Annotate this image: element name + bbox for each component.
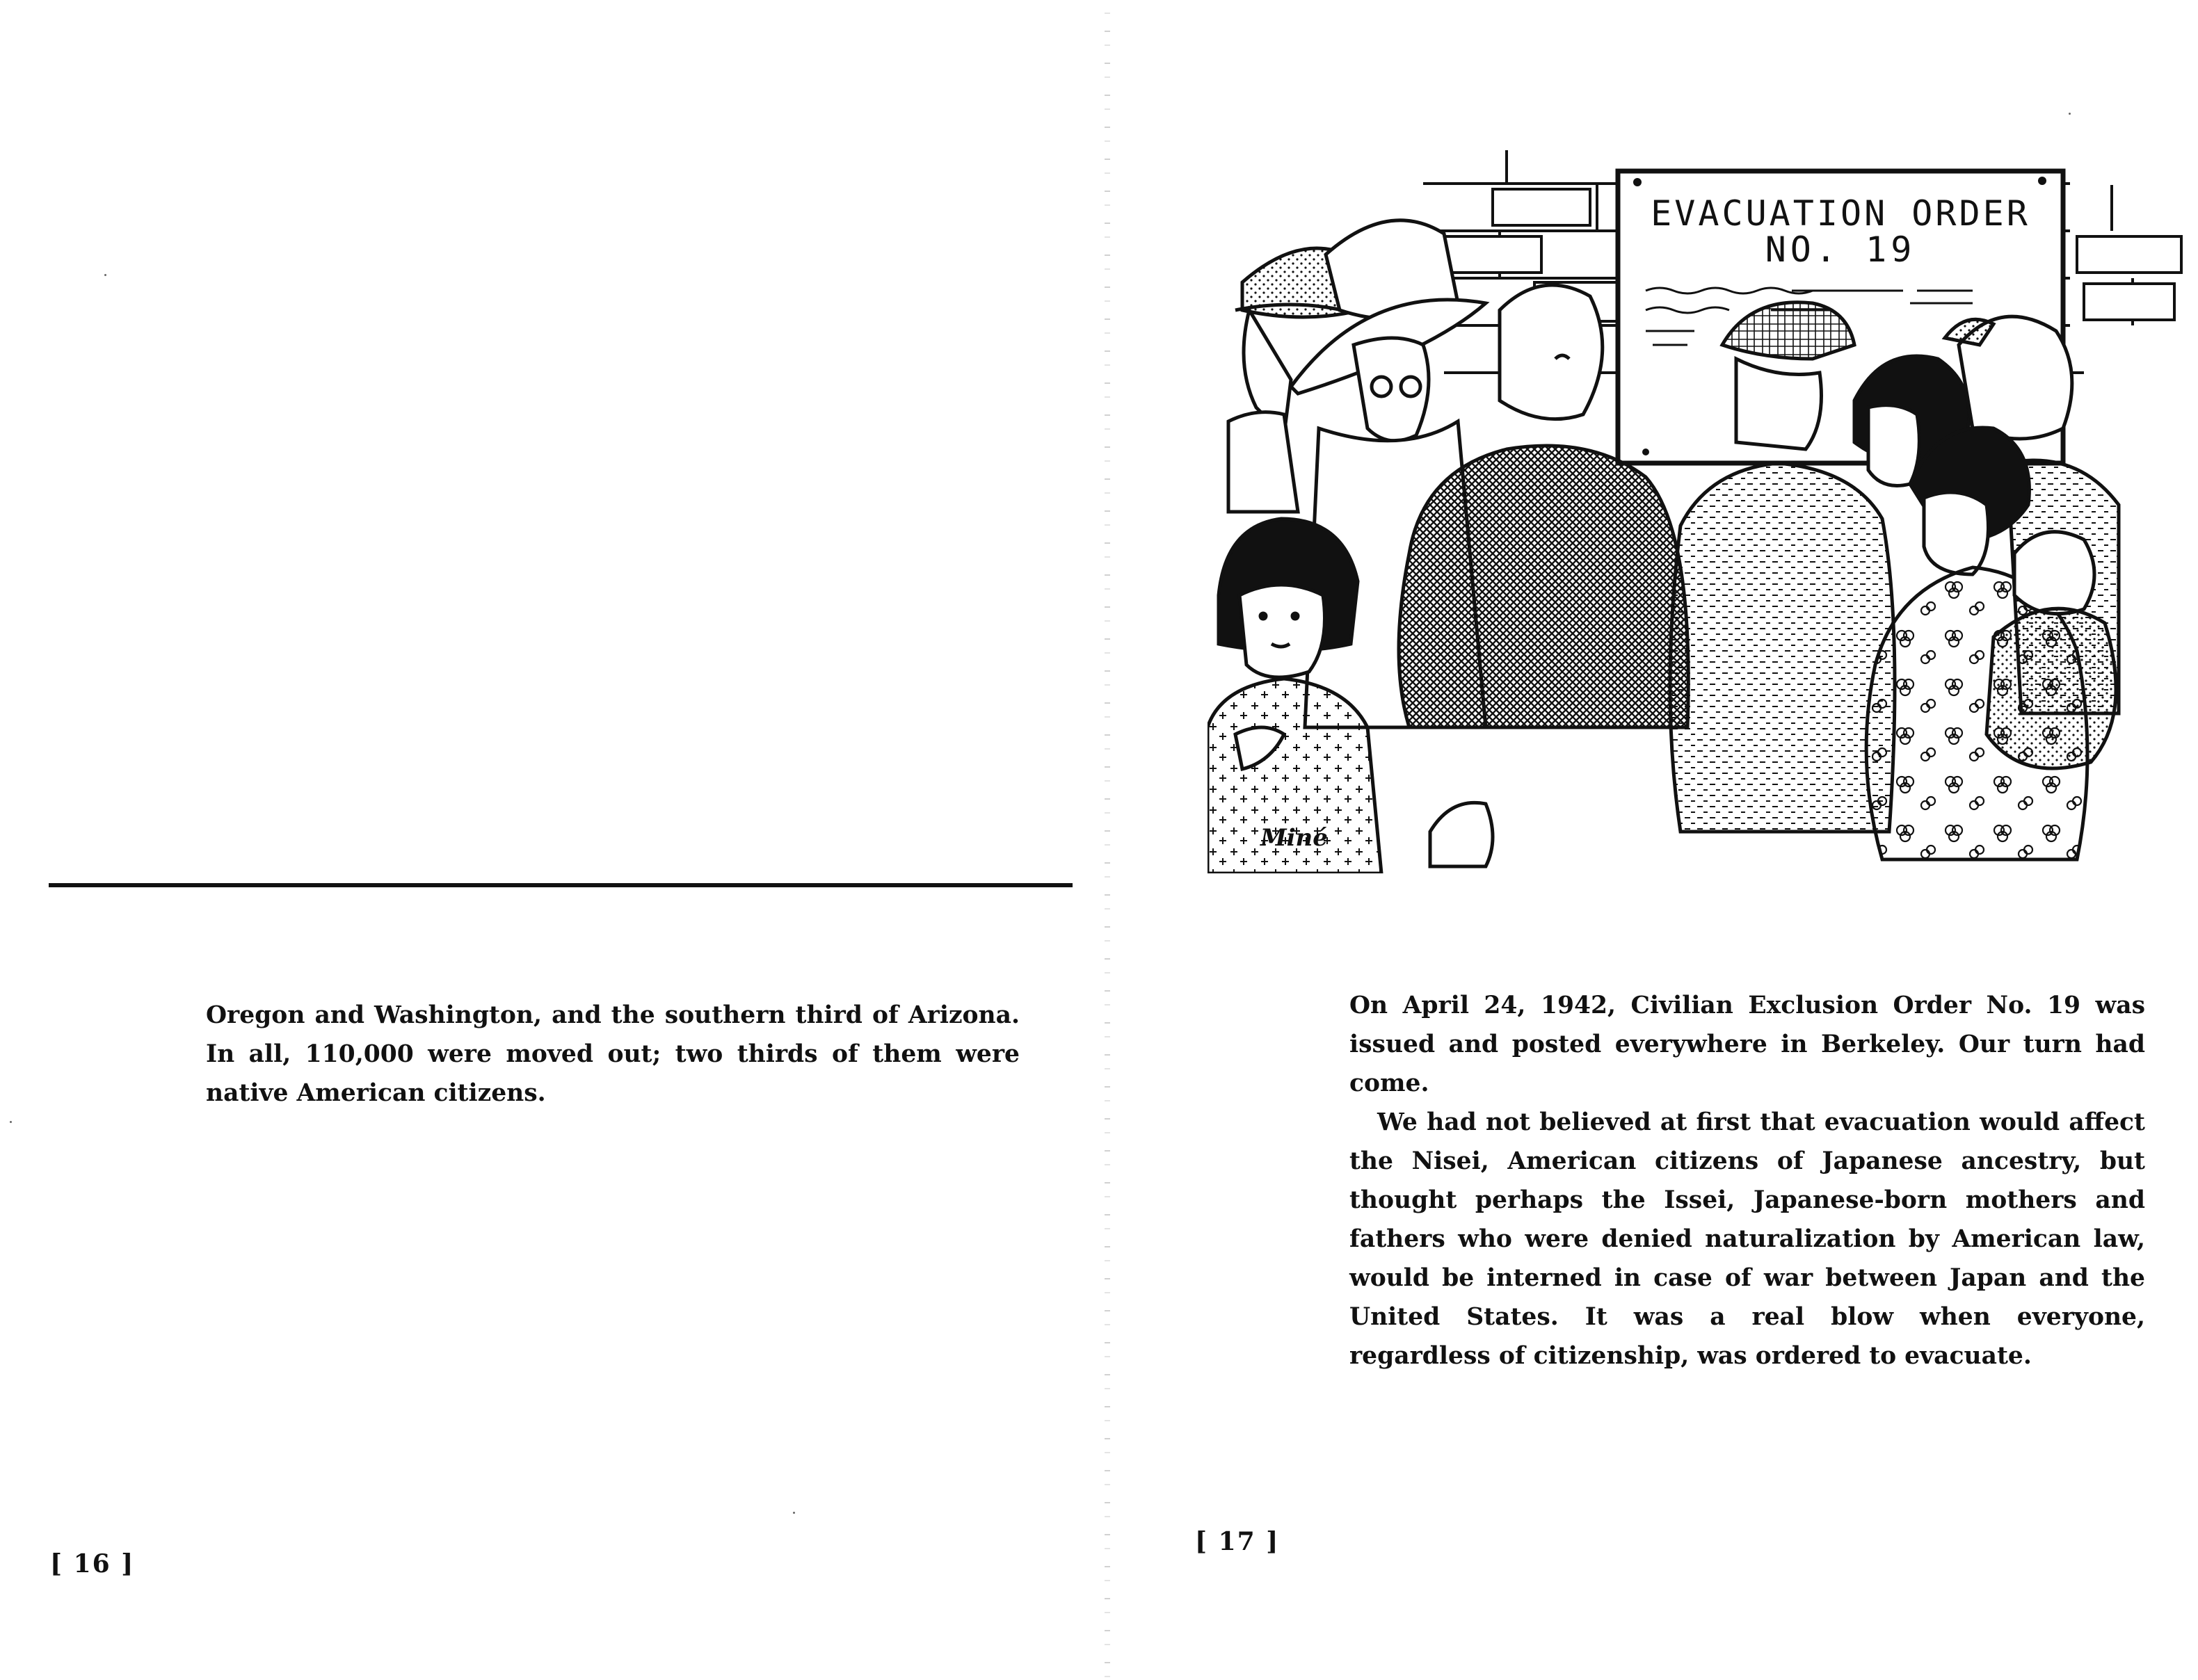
- paper-speck: [793, 1512, 795, 1514]
- sign-number: NO. 19: [1765, 229, 1916, 270]
- paper-speck: [2069, 113, 2071, 115]
- evacuation-order-illustration: [1208, 136, 2195, 873]
- paragraph: On April 24, 1942, Civilian Exclusion Order No. 19 was issued and posted everywhere in Berkeley. Our turn had come.: [1349, 992, 2145, 1097]
- horizontal-rule: [49, 883, 1073, 887]
- page-number: [ 17 ]: [1195, 1527, 1280, 1556]
- text-line: Oregon and Washington, and the southern third of Arizona.: [206, 1001, 1020, 1029]
- right-page: [1106, 0, 2198, 1680]
- paper-speck: [10, 1121, 12, 1123]
- left-page-body: [206, 996, 1020, 1113]
- page-number: [ 16 ]: [50, 1549, 135, 1578]
- artist-signature: Miné: [1260, 824, 1328, 852]
- right-page-body: [1349, 986, 2145, 1375]
- text-line: In all, 110,000 were moved out; two thirds of them were: [206, 1040, 1020, 1068]
- text-line: native American citizens.: [206, 1079, 546, 1107]
- paper-speck: [104, 274, 106, 276]
- sign-title: EVACUATION ORDER: [1651, 193, 2030, 234]
- paragraph: We had not believed at first that evacuation would affect the Nisei, American citizens of Japanese ancestry, but thought perhaps the Issei, Japanese-born mothers and fathers who were denied naturalization by American law, would be interned in case of war between Japan and the United States. It was a real blow when everyone, regardless of citizenship, was ordered to evacuate.: [1349, 1108, 2145, 1370]
